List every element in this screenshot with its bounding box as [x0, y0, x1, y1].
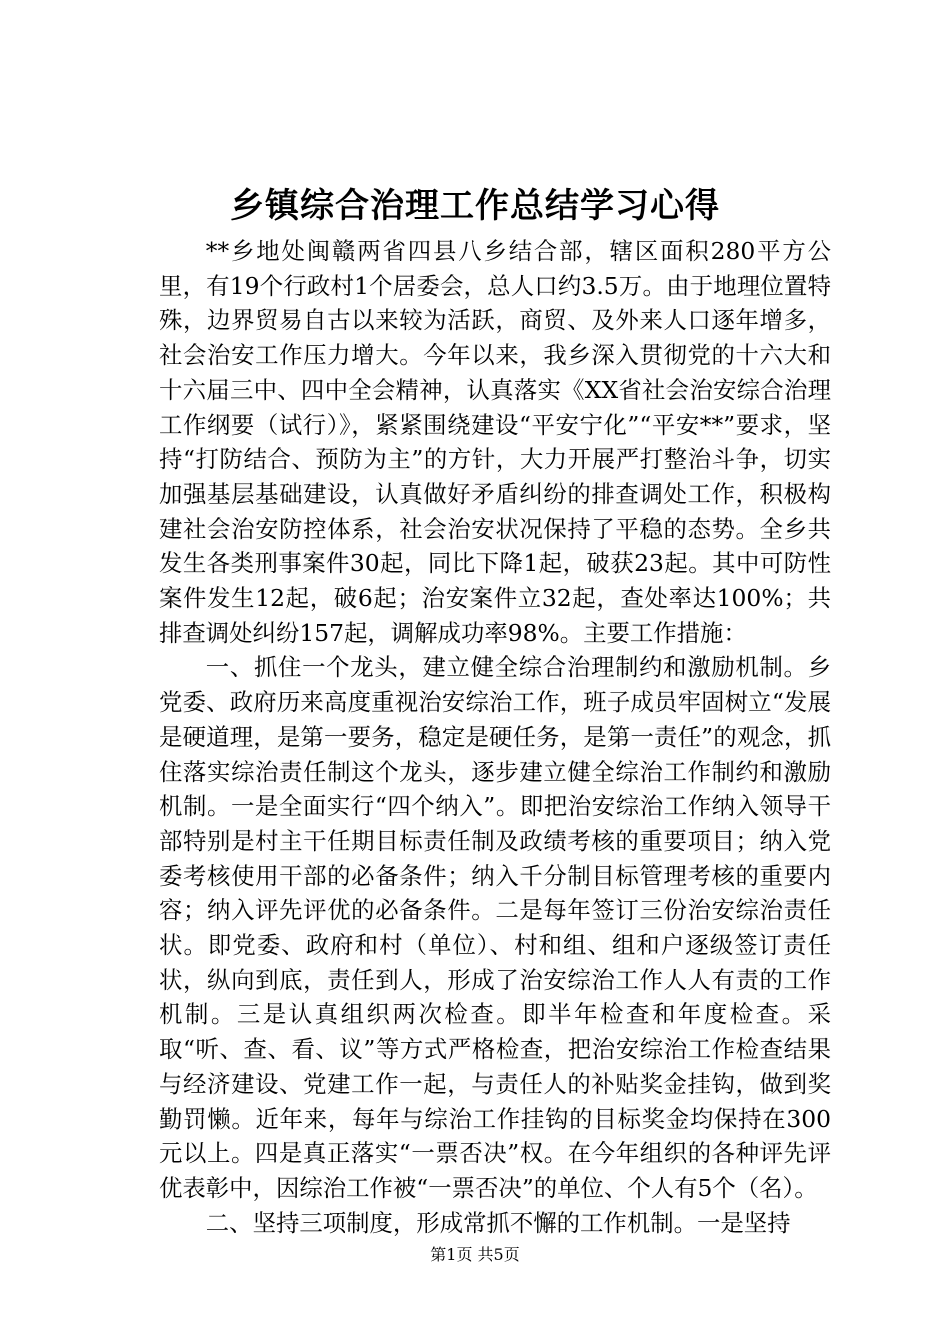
paragraph-intro: **乡地处闽赣两省四县八乡结合部，辖区面积280平方公里，有19个行政村1个居委会，总人口约3.5万。由于地理位置特殊，边界贸易自古以来较为活跃，商贸、及外来人口逐年增多，社会治安工作压力增大。今年以来，我乡深入贯彻党的十六大和十六届三中、四中全会精神，认真落实《XX省社会治安综合治理工作纲要（试行）》，紧紧围绕建设“平安宁化”“平安**”要求，坚持“打防结合、预防为主”的方针，大力开展严打整治斗争，切实加强基层基础建设，认真做好矛盾纠纷的排查调处工作，积极构建社会治安防控体系，社会治安状况保持了平稳的态势。全乡共发生各类刑事案件30起，同比下降1起，破获23起。其中可防性案件发生12起，破6起；治安案件立32起，查处率达100%；共排查调处纠纷157起，调解成功率98%。主要工作措施：: [159, 237, 831, 647]
document-title: 乡镇综合治理工作总结学习心得: [230, 186, 720, 226]
document-body: [159, 234, 831, 1240]
paragraph-section-1: 一、抓住一个龙头，建立健全综合治理制约和激励机制。乡党委、政府历来高度重视治安综治工作，班子成员牢固树立“发展是硬道理，是第一要务，稳定是硬任务，是第一责任”的观念，抓住落实综治责任制这个龙头，逐步建立健全综治工作制约和激励机制。一是全面实行“四个纳入”。即把治安综治工作纳入领导干部特别是村主干任期目标责任制及政绩考核的重要项目；纳入党委考核使用干部的必备条件；纳入千分制目标管理考核的重要内容；纳入评先评优的必备条件。二是每年签订三份治安综治责任状。即党委、政府和村（单位）、村和组、组和户逐级签订责任状，纵向到底，责任到人，形成了治安综治工作人人有责的工作机制。三是认真组织两次检查。即半年检查和年度检查。采取“听、查、看、议”等方式严格检查，把治安综治工作检查结果与经济建设、党建工作一起，与责任人的补贴奖金挂钩，做到奖勤罚懒。近年来，每年与综治工作挂钩的目标奖金均保持在300元以上。四是真正落实“一票否决”权。在今年组织的各种评先评优表彰中，因综治工作被“一票否决”的单位、个人有5个（名）。: [159, 653, 831, 1202]
page-footer: 第1页 共5页: [430, 1245, 520, 1264]
paragraph-section-2: 二、坚持三项制度，形成常抓不懈的工作机制。一是坚持: [205, 1208, 791, 1237]
